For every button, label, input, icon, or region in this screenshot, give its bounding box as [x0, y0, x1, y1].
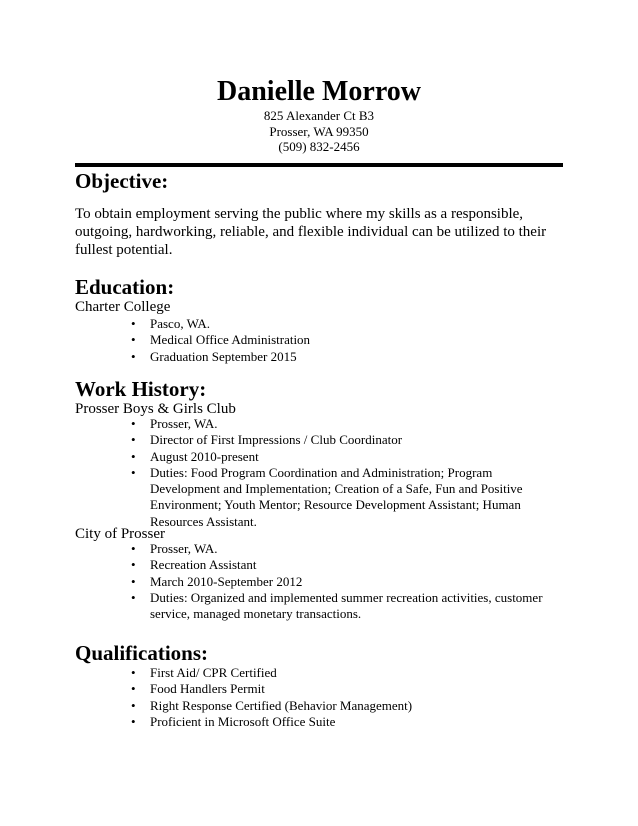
address-line-1: 825 Alexander Ct B3	[263, 108, 375, 123]
list-item: • Graduation September 2015	[131, 348, 297, 364]
header-divider	[75, 163, 563, 167]
list-item: • March 2010-September 2012	[131, 573, 303, 589]
qualifications-list	[0, 665, 556, 730]
bullet-icon: •	[131, 332, 136, 348]
job-duties-list	[0, 416, 556, 530]
bullet-icon: •	[131, 589, 136, 605]
bullet-icon: •	[131, 557, 136, 573]
bullet-icon: •	[131, 665, 136, 680]
list-item: • Proficient in Microsoft Office Suite	[131, 713, 336, 729]
list-item: • Pasco, WA.	[131, 316, 211, 331]
list-item: • Director of First Impressions / Club Coordinator	[131, 432, 403, 448]
address-line-2: Prosser, WA 99350	[269, 123, 369, 139]
bullet-icon: •	[131, 464, 136, 480]
education-heading: Education:	[75, 275, 175, 299]
list-item: • August 2010-present	[131, 448, 259, 464]
bullet-icon: •	[131, 541, 136, 556]
bullet-icon: •	[131, 697, 136, 713]
job-duties-list	[0, 541, 556, 622]
phone-number: (509) 832-2456	[278, 139, 360, 154]
resume-header	[0, 76, 638, 155]
list-item: • Right Response Certified (Behavior Management)	[131, 697, 413, 713]
bullet-icon: •	[131, 348, 136, 364]
list-item: • Medical Office Administration	[131, 332, 311, 348]
qualifications-heading: Qualifications:	[75, 641, 209, 665]
employer-name: Prosser Boys & Girls Club	[75, 401, 236, 417]
education-school: Charter College	[75, 299, 171, 315]
employer-name: City of Prosser	[75, 526, 165, 542]
objective-heading: Objective:	[75, 169, 169, 193]
bullet-icon: •	[131, 432, 136, 448]
list-item: • Prosser, WA.	[131, 416, 218, 431]
education-list	[0, 316, 556, 365]
bullet-icon: •	[131, 573, 136, 589]
work-history-heading: Work History:	[75, 377, 207, 401]
applicant-name: Danielle Morrow	[217, 76, 421, 107]
bullet-icon: •	[131, 681, 136, 697]
bullet-icon: •	[131, 316, 136, 331]
list-item: • Duties: Food Program Coordination and Administration; Program Development and Implementation; Creation of a Safe, Fun and Positive Environment; Youth Mentor; Resource Development Assistant; Human Resources Assistant.	[131, 464, 523, 529]
bullet-icon: •	[131, 416, 136, 431]
objective-text: To obtain employment serving the public where my skills as a responsible, outgoing, hardworking, reliable, and flexible individual can be utilized to their fullest potential.	[75, 206, 547, 258]
bullet-icon: •	[131, 713, 136, 729]
list-item: • First Aid/ CPR Certified	[131, 665, 277, 680]
list-item: • Recreation Assistant	[131, 557, 257, 573]
list-item: • Duties: Organized and implemented summer recreation activities, customer service, managed monetary transactions.	[131, 589, 543, 622]
list-item: • Prosser, WA.	[131, 541, 218, 556]
bullet-icon: •	[131, 448, 136, 464]
list-item: • Food Handlers Permit	[131, 681, 265, 697]
